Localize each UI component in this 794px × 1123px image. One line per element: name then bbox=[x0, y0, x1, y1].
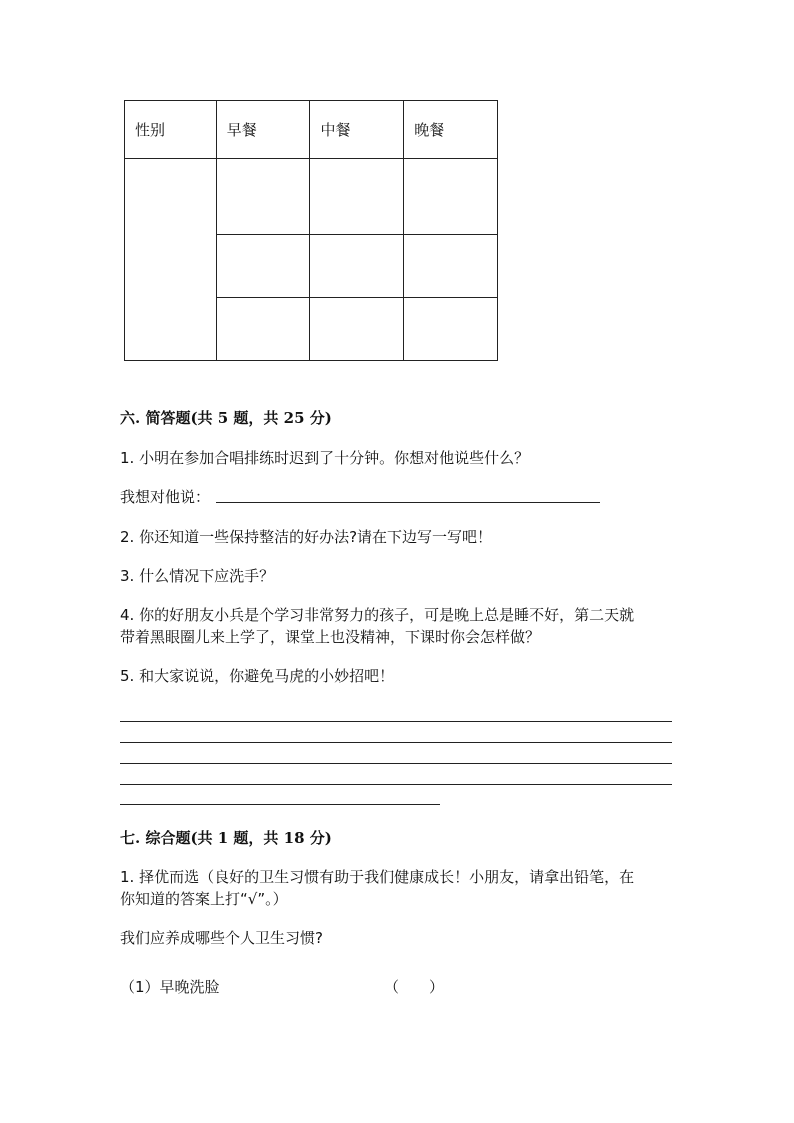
header-lunch: 中餐 bbox=[320, 121, 351, 139]
table-cell[interactable] bbox=[310, 235, 404, 298]
option-item-1-answer-box[interactable]: （ ） bbox=[384, 978, 445, 996]
question-4-continued: 带着黑眼圈儿来上学了，课堂上也没精神，下课时你会怎样做？ bbox=[120, 628, 541, 646]
section-7-question-1-continued: 你知道的答案上打“√”。） bbox=[120, 890, 288, 908]
question-5: 5. 和大家说说，你避免马虎的小妙招吧！ bbox=[120, 667, 395, 685]
answer-line[interactable] bbox=[120, 763, 672, 764]
answer-line[interactable] bbox=[216, 502, 600, 503]
table-cell[interactable] bbox=[404, 235, 498, 298]
section-7-prompt: 我们应养成哪些个人卫生习惯? bbox=[120, 929, 323, 947]
answer-line[interactable] bbox=[120, 721, 672, 722]
header-gender: 性别 bbox=[135, 121, 166, 139]
header-dinner: 晚餐 bbox=[414, 121, 445, 139]
table-header-cell bbox=[216, 101, 310, 159]
table-row bbox=[125, 159, 498, 235]
header-breakfast: 早餐 bbox=[226, 121, 257, 139]
table-cell[interactable] bbox=[310, 159, 404, 235]
table-cell[interactable] bbox=[216, 298, 310, 361]
section-7-question-1: 1. 择优而选（良好的卫生习惯有助于我们健康成长！小朋友，请拿出铅笔，在 bbox=[120, 868, 635, 886]
meal-table bbox=[124, 100, 498, 361]
table-cell[interactable] bbox=[404, 159, 498, 235]
table-cell[interactable] bbox=[310, 298, 404, 361]
option-item-1: （1）早晚洗脸 bbox=[120, 978, 220, 996]
table-cell[interactable] bbox=[404, 298, 498, 361]
section-6-title: 六. 简答题(共 5 题，共 25 分) bbox=[120, 409, 332, 427]
table-cell[interactable] bbox=[216, 235, 310, 298]
table-header-cell bbox=[310, 101, 404, 159]
answer-line[interactable] bbox=[120, 784, 672, 785]
section-7-title: 七. 综合题(共 1 题，共 18 分) bbox=[120, 829, 332, 847]
question-2: 2. 你还知道一些保持整洁的好办法?请在下边写一写吧！ bbox=[120, 528, 493, 546]
question-4: 4. 你的好朋友小兵是个学习非常努力的孩子，可是晚上总是睡不好，第二天就 bbox=[120, 606, 635, 624]
table-header-cell bbox=[404, 101, 498, 159]
answer-line[interactable] bbox=[120, 742, 672, 743]
question-1: 1. 小明在参加合唱排练时迟到了十分钟。你想对他说些什么？ bbox=[120, 449, 530, 467]
table-header-cell bbox=[125, 101, 217, 159]
answer-prompt: 我想对他说： bbox=[120, 488, 211, 506]
question-3: 3. 什么情况下应洗手？ bbox=[120, 567, 275, 585]
table-header-row bbox=[125, 101, 498, 159]
answer-line[interactable] bbox=[120, 804, 440, 805]
table-cell[interactable] bbox=[216, 159, 310, 235]
table-cell-gender[interactable] bbox=[125, 159, 217, 361]
